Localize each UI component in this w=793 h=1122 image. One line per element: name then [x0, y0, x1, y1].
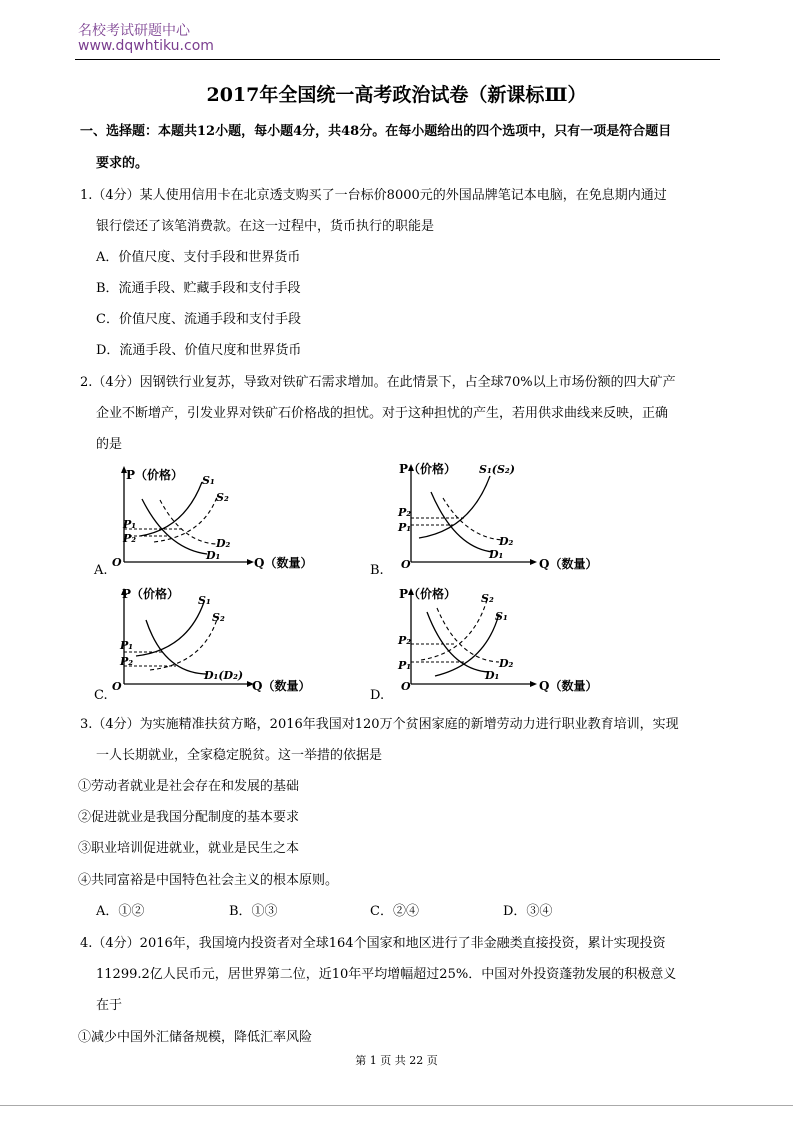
section-instructions-line2: 要求的。: [96, 156, 149, 171]
page-footer: 第 1 页 共 22 页: [355, 1054, 438, 1067]
label-p1: P₁: [398, 659, 412, 672]
q1-stem-line1: 1.（4分）某人使用信用卡在北京透支购买了一台标价8000元的外国品牌笔记本电脑，在免息期内通过: [80, 188, 667, 203]
site-name: 名校考试研题中心: [78, 23, 190, 39]
demand-curve-d1: [427, 612, 489, 672]
header-divider: [75, 59, 720, 60]
demand-curve-d1: [142, 499, 207, 554]
label-s1s2: S₁(S₂): [479, 463, 515, 476]
q3-option-b: B．①③: [229, 904, 278, 919]
q4-stem-line1: 4.（4分）2016年，我国境内投资者对全球164个国家和地区进行了非金融类直接投资，累计实现投资: [80, 936, 666, 951]
origin-label: O: [112, 680, 122, 693]
q2-option-d-label: D.: [370, 688, 385, 703]
label-s1: S₁: [202, 474, 215, 487]
page-title: 2017年全国统一高考政治试卷（新课标Ⅲ）: [206, 84, 587, 106]
q3-stem-line1: 3.（4分）为实施精准扶贫方略，2016年我国对120万个贫困家庭的新增劳动力进行职业教育培训，实现: [80, 717, 679, 732]
site-url[interactable]: www.dqwhtiku.com: [78, 38, 214, 54]
q2-graph-a: [112, 464, 337, 576]
q3-item-2: ②促进就业是我国分配制度的基本要求: [78, 810, 300, 825]
label-s2: S₂: [481, 592, 494, 605]
supply-curve-s1: [140, 482, 202, 536]
supply-curve-s2: [421, 600, 487, 660]
q4-stem-line3: 在于: [96, 998, 123, 1013]
supply-curve-s2: [154, 494, 218, 542]
p-axis-label: P（价格）: [122, 587, 180, 601]
q2-graph-c: [112, 584, 337, 696]
label-d1d2: D₁(D₂): [204, 669, 244, 682]
label-p2: P₂: [123, 532, 137, 545]
q2-graph-d: [395, 584, 620, 696]
q-axis-label: Q（数量）: [254, 556, 313, 570]
origin-label: O: [112, 556, 122, 569]
q2-option-b-label: B.: [370, 563, 384, 578]
supply-curve-s2: [150, 616, 218, 670]
p-axis-label: P（价格）: [126, 468, 184, 482]
origin-label: O: [401, 680, 411, 693]
label-p2: P₂: [398, 506, 412, 519]
label-d1: D₁: [489, 548, 504, 561]
label-s2: S₂: [212, 611, 225, 624]
x-axis-arrow: [530, 559, 537, 565]
label-d1: D₁: [485, 669, 500, 682]
label-p2: P₂: [120, 655, 134, 668]
x-axis-arrow: [247, 559, 254, 565]
label-p2: P₂: [398, 634, 412, 647]
origin-label: O: [401, 558, 411, 571]
label-p1: P₁: [120, 639, 134, 652]
q3-option-c: C．②④: [370, 904, 419, 919]
q3-item-1: ①劳动者就业是社会存在和发展的基础: [78, 779, 300, 794]
q2-option-c-label: C.: [94, 688, 108, 703]
q1-stem-line2: 银行偿还了该笔消费款。在这一过程中，货币执行的职能是: [96, 219, 435, 234]
p-axis-label: P（价格）: [399, 462, 457, 476]
section-instructions-line1: 一、选择题：本题共12小题，每小题4分，共48分。在每小题给出的四个选项中，只有一项是符合题目: [80, 124, 672, 139]
q3-option-a: A．①②: [96, 904, 145, 919]
label-d2: D₂: [216, 537, 231, 550]
page-bottom-divider: [0, 1105, 793, 1106]
q2-stem-line1: 2.（4分）因钢铁行业复苏，导致对铁矿石需求增加。在此情景下，占全球70%以上市场份额的四大矿产: [80, 375, 676, 390]
label-s2: S₂: [216, 491, 229, 504]
q4-stem-line2: 11299.2亿人民币元，居世界第二位，近10年平均增幅超过25%．中国对外投资蓬勃发展的积极意义: [96, 967, 677, 982]
q2-stem-line2: 企业不断增产，引发业界对铁矿石价格战的担忧。对于这种担忧的产生，若用供求曲线来反映，正确: [96, 406, 669, 421]
label-s1: S₁: [198, 594, 211, 607]
q-axis-label: Q（数量）: [539, 557, 598, 571]
label-d1: D₁: [206, 549, 221, 562]
demand-curve-d2: [160, 500, 216, 544]
p-axis-label: P（价格）: [399, 587, 457, 601]
q3-stem-line2: 一人长期就业，全家稳定脱贫。这一举措的依据是: [96, 748, 383, 763]
q3-item-3: ③职业培训促进就业，就业是民生之本: [78, 841, 300, 856]
label-d2: D₂: [499, 657, 514, 670]
label-s1: S₁: [495, 610, 508, 623]
x-axis-arrow: [530, 681, 537, 687]
supply-curve-s1: [136, 602, 204, 656]
q1-option-d: D．流通手段、价值尺度和世界货币: [96, 343, 302, 358]
q1-option-c: C．价值尺度、流通手段和支付手段: [96, 312, 301, 327]
label-p1: P₁: [123, 518, 137, 531]
q2-graph-b: [395, 458, 620, 576]
q2-option-a-label: A.: [94, 563, 108, 578]
q-axis-label: Q（数量）: [252, 679, 311, 693]
label-p1: P₁: [398, 521, 412, 534]
label-d2: D₂: [499, 535, 514, 548]
supply-curve-s1s2: [419, 476, 490, 538]
demand-curve-d2: [437, 608, 499, 662]
q3-option-d: D．③④: [503, 904, 553, 919]
demand-curve-d2: [443, 498, 503, 540]
q1-option-a: A．价值尺度、支付手段和世界货币: [96, 250, 301, 265]
q4-item-1: ①减少中国外汇储备规模，降低汇率风险: [78, 1030, 313, 1045]
q2-stem-line3: 的是: [96, 437, 123, 452]
q-axis-label: Q（数量）: [539, 679, 598, 693]
q3-item-4: ④共同富裕是中国特色社会主义的根本原则。: [78, 873, 339, 888]
q1-option-b: B．流通手段、贮藏手段和支付手段: [96, 281, 301, 296]
